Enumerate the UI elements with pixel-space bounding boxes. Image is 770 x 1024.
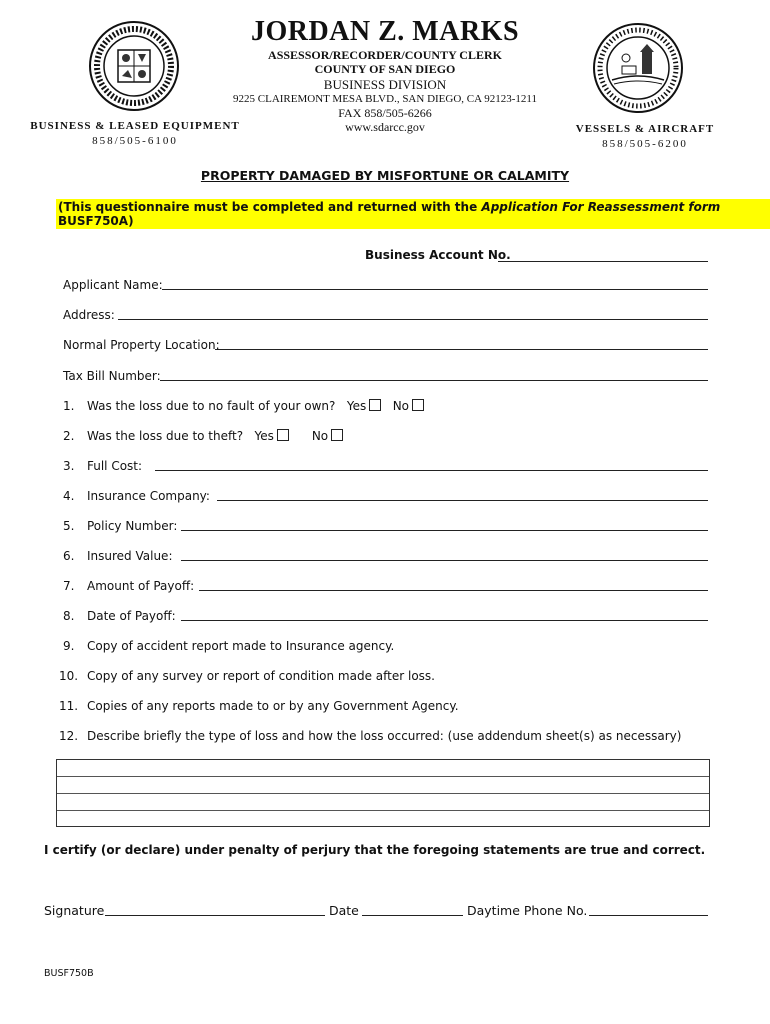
- field-number: 4.: [63, 489, 75, 503]
- policy-number-field[interactable]: [181, 530, 708, 531]
- description-line[interactable]: [57, 794, 709, 811]
- address-field[interactable]: [118, 319, 708, 320]
- item-survey-report: Copy of any survey or report of condition made after loss.: [87, 669, 435, 683]
- theft-yes-checkbox[interactable]: [277, 429, 289, 441]
- item-government-reports: Copies of any reports made to or by any Government Agency.: [87, 699, 459, 713]
- business-account-label: Business Account No.: [365, 248, 511, 262]
- insurance-company-label: Insurance Company:: [87, 489, 210, 503]
- no-fault-yes-checkbox[interactable]: [369, 399, 381, 411]
- left-department: BUSINESS & LEASED EQUIPMENT: [30, 120, 240, 132]
- date-field[interactable]: [362, 915, 463, 916]
- form-code: BUSF750B: [44, 968, 94, 979]
- left-department-phone: 858/505-6100: [92, 135, 178, 147]
- office-title: ASSESSOR/RECORDER/COUNTY CLERK: [268, 48, 502, 62]
- full-cost-label: Full Cost:: [87, 459, 143, 473]
- item-number: 10.: [59, 669, 79, 683]
- field-number: 7.: [63, 579, 75, 593]
- business-account-field[interactable]: [498, 261, 708, 262]
- no-fault-no-checkbox[interactable]: [412, 399, 424, 411]
- office-address: 9225 CLAIREMONT MESA BLVD., SAN DIEGO, CA 92123-1211: [233, 93, 537, 105]
- item-number: 9.: [63, 639, 75, 653]
- division-name: BUSINESS DIVISION: [323, 77, 447, 92]
- amount-of-payoff-field[interactable]: [199, 590, 708, 591]
- website[interactable]: www.sdarcc.gov: [345, 120, 425, 134]
- applicant-name-field[interactable]: [162, 289, 708, 290]
- description-line[interactable]: [57, 760, 709, 777]
- item-describe-loss: Describe briefly the type of loss and how the loss occurred: (use addendum sheet(s) as necessary): [87, 729, 682, 743]
- description-line[interactable]: [57, 811, 709, 827]
- applicant-name-label: Applicant Name:: [63, 278, 163, 292]
- right-department-phone: 858/505-6200: [602, 138, 688, 150]
- signature-label: Signature: [44, 903, 105, 918]
- field-number: 8.: [63, 609, 75, 623]
- instruction-note: (This questionnaire must be completed and returned with the Application For Reassessment form BUSF750A): [56, 199, 770, 229]
- tax-bill-field[interactable]: [160, 380, 708, 381]
- right-department: VESSELS & AIRCRAFT: [575, 123, 715, 135]
- certification-statement: I certify (or declare) under penalty of perjury that the foregoing statements are true and correct.: [44, 843, 706, 857]
- date-label: Date: [329, 903, 359, 918]
- field-number: 6.: [63, 549, 75, 563]
- amount-of-payoff-label: Amount of Payoff:: [87, 579, 195, 593]
- daytime-phone-label: Daytime Phone No.: [467, 903, 588, 918]
- item-number: 11.: [59, 699, 79, 713]
- theft-no-checkbox[interactable]: [331, 429, 343, 441]
- question-no-fault: Was the loss due to no fault of your own? Yes No: [87, 399, 424, 413]
- address-label: Address:: [63, 308, 115, 322]
- full-cost-field[interactable]: [155, 470, 708, 471]
- tax-bill-label: Tax Bill Number:: [63, 369, 161, 383]
- item-number: 12.: [59, 729, 79, 743]
- question-theft: Was the loss due to theft? Yes No: [87, 429, 343, 443]
- assessor-name: JORDAN Z. MARKS: [250, 16, 520, 47]
- question-number: 2.: [63, 429, 75, 443]
- date-of-payoff-field[interactable]: [181, 620, 708, 621]
- question-number: 1.: [63, 399, 75, 413]
- property-location-field[interactable]: [215, 349, 708, 350]
- insured-value-field[interactable]: [181, 560, 708, 561]
- description-line[interactable]: [57, 777, 709, 794]
- form-title: PROPERTY DAMAGED BY MISFORTUNE OR CALAMITY: [200, 168, 570, 183]
- property-location-label: Normal Property Location:: [63, 338, 220, 352]
- policy-number-label: Policy Number:: [87, 519, 178, 533]
- field-number: 5.: [63, 519, 75, 533]
- fax-number: FAX 858/505-6266: [338, 106, 432, 120]
- county-name: COUNTY OF SAN DIEGO: [314, 62, 456, 76]
- field-number: 3.: [63, 459, 75, 473]
- date-of-payoff-label: Date of Payoff:: [87, 609, 176, 623]
- insured-value-label: Insured Value:: [87, 549, 173, 563]
- daytime-phone-field[interactable]: [589, 915, 708, 916]
- signature-field[interactable]: [105, 915, 325, 916]
- insurance-company-field[interactable]: [217, 500, 708, 501]
- loss-description-box[interactable]: [56, 759, 710, 827]
- item-accident-report: Copy of accident report made to Insurance agency.: [87, 639, 395, 653]
